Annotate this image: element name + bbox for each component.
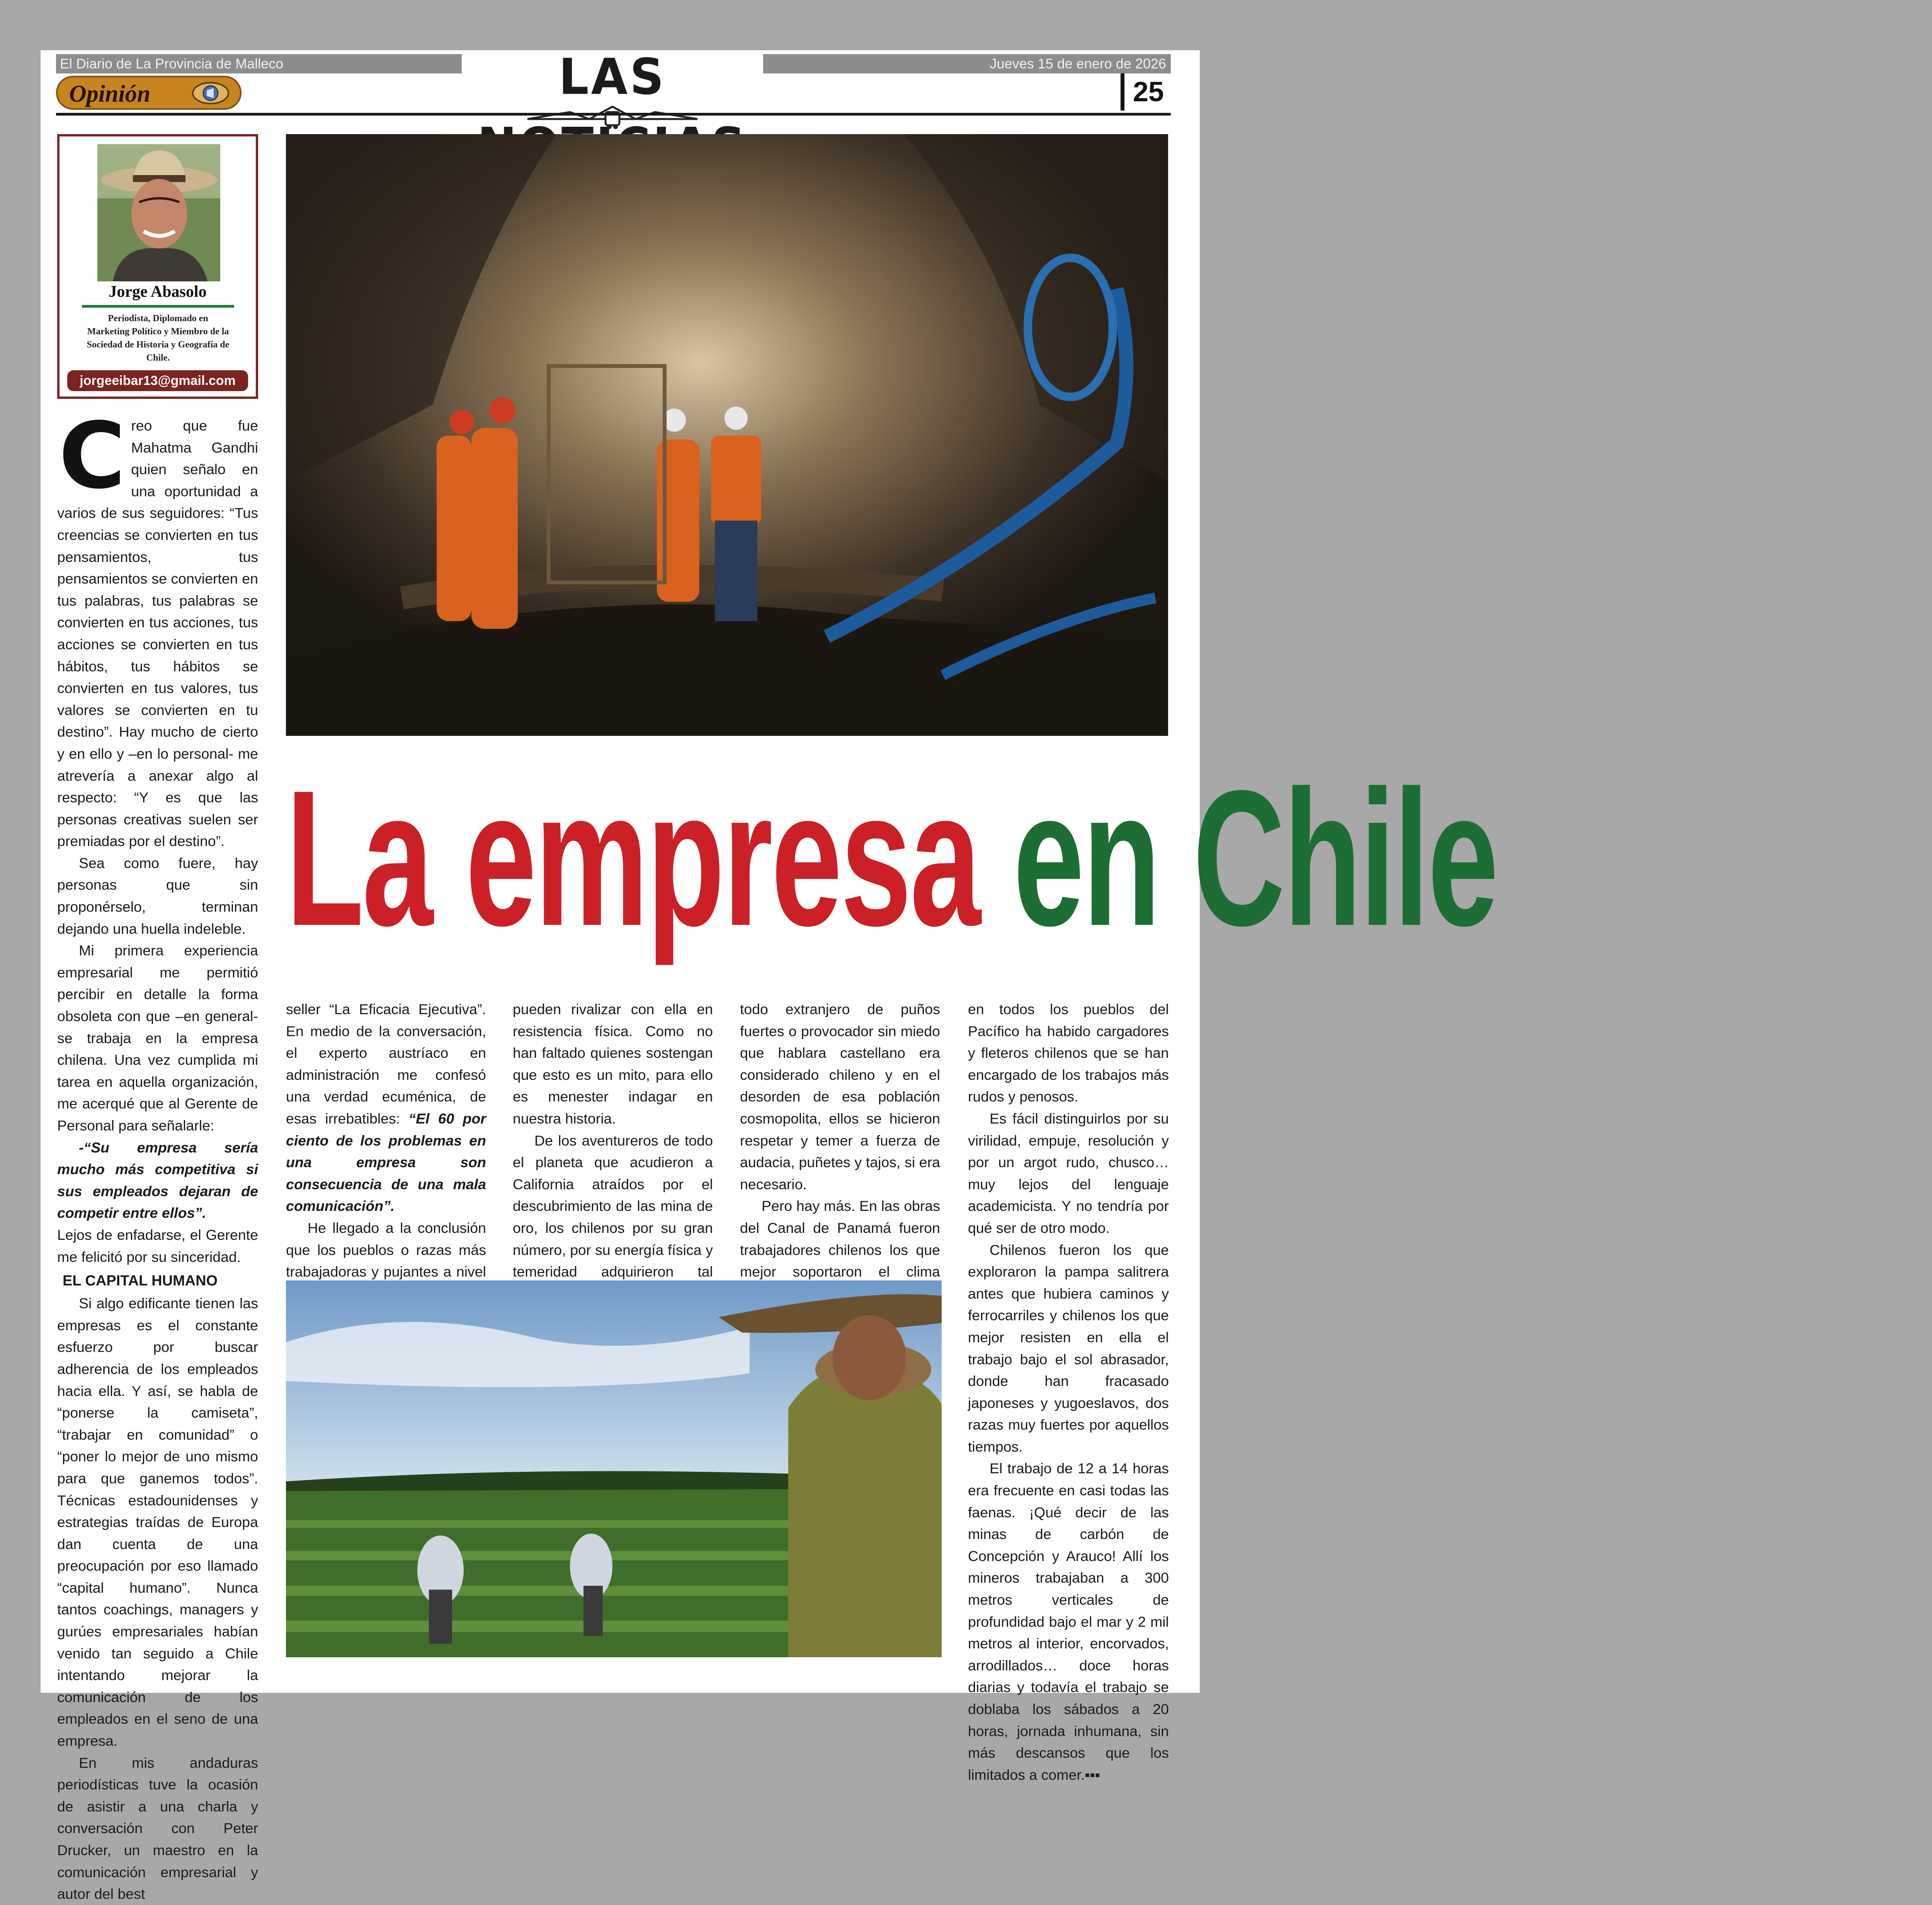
article-column-2 bbox=[286, 998, 486, 1326]
paragraph: reo que fue Mahatma Gandhi quien señalo en una oportunidad a varios de sus seguidores: “Tus creencias se convierten en tus pensamientos, tus pensamientos se convierten en tus palabras, tus palabras se convierten en tus acciones, tus acciones se convierten en tus hábitos, tus hábitos se convierten en tus valores, tus valores se convierten en tu destino”. Hay mucho de cierto y en ello y –en lo personal- me atrevería a anexar algo al respecto: “Y es que las personas creativas suelen ser premiadas por el destino”. bbox=[57, 417, 258, 850]
paragraph: Sea como fuere, hay personas que sin proponérselo, terminan dejando una huella indeleble. bbox=[57, 855, 258, 937]
paragraph: De los aventureros de todo el planeta que acudieron a California atraídos por el descubrimiento de las mina de oro, los chilenos por su gran número, por su energía física y temeridad adquirieron tal bbox=[513, 1132, 713, 1280]
article-column-1 bbox=[57, 403, 258, 1905]
header-rule bbox=[56, 113, 1171, 116]
newspaper-subtitle: El Diario de La Provincia de Malleco bbox=[60, 56, 284, 72]
headline-part-green: en Chile bbox=[1013, 750, 1497, 966]
paragraph: Es fácil distinguirlos por su virilidad, empuje, resolución y por un argot rudo, chusco… muy lejos del lenguaje academicista. Y no tendría por qué ser de otro modo. bbox=[968, 1110, 1169, 1236]
paragraph: Mi primera experiencia empresarial me permitió percibir en detalle la forma obsoleta con que –en general- se trabaja en la empresa chilena. Una vez cumplida mi tarea en aquella organización, me acerqué que al Gerente de Personal para señalarle: bbox=[57, 942, 258, 1134]
issue-date: Jueves 15 de enero de 2026 bbox=[990, 56, 1166, 72]
mine-photo bbox=[286, 134, 1168, 736]
headline bbox=[286, 750, 1497, 966]
author-name: Jorge Abasolo bbox=[109, 283, 207, 301]
author-email[interactable]: jorgeeibar13@gmail.com bbox=[67, 370, 248, 391]
paragraph: seller “La Eficacia Ejecutiva”. En medio de la conversación, el experto austríaco en administración me confesó una verdad ecuménica, de esas irrebatibles: bbox=[286, 1001, 486, 1127]
paragraph: En mis andaduras periodísticas tuve la ocasión de asistir a una charla y conversación con Peter Drucker, un maestro en la comunicación empresarial y autor del best bbox=[57, 1754, 258, 1902]
subheading: EL CAPITAL HUMANO bbox=[63, 1273, 218, 1289]
author-box bbox=[57, 134, 258, 399]
author-divider bbox=[82, 305, 234, 308]
paragraph: Chilenos fueron los que exploraron la pampa salitrera antes que hubiera caminos y ferrocarriles y chilenos los que mejor resisten en ella el trabajo bajo el sol abrasador, donde han fracasado japoneses y yugoeslavos, dos razas muy fuertes por aquellos tiempos. bbox=[968, 1241, 1169, 1455]
author-bio: Periodista, Diplomado en Marketing Político y Miembro de la Sociedad de Historia y Geografía de Chile. bbox=[87, 313, 230, 363]
end-mark: ▪▪▪ bbox=[1085, 1766, 1100, 1783]
headline-part-red: La empresa en Chile bbox=[286, 750, 1497, 966]
paragraph: Pero hay más. En las obras del Canal de Panamá fueron trabajadores chilenos los que mejor soportaron el clima bbox=[740, 1198, 940, 1280]
header-left-bar bbox=[56, 54, 462, 73]
field-workers-photo bbox=[286, 1280, 942, 1657]
masthead-title: LAS bbox=[558, 48, 667, 106]
page-number: 25 bbox=[1121, 73, 1171, 111]
paragraph: He llegado a la conclusión que los pueblos o razas más trabajadoras y pujantes a nivel bbox=[286, 1219, 486, 1280]
pull-quote: -“Su empresa sería mucho más competitiva si sus empleados dejaran de competir entre ellos”. bbox=[57, 1139, 258, 1221]
paragraph: Lejos de enfadarse, el Gerente me felicitó por su sinceridad. bbox=[57, 1226, 258, 1265]
article-column-3 bbox=[513, 998, 713, 1326]
article-column-5 bbox=[968, 998, 1169, 1786]
pull-quote: “El 60 por ciento de los problemas en una empresa son consecuencia de una mala comunicación”. bbox=[286, 1110, 486, 1214]
paragraph: en todos los pueblos del Pacífico ha habido cargadores y fleteros chilenos que se han encargado de los trabajos más rudos y penosos. bbox=[968, 1001, 1169, 1105]
section-title: Opinión bbox=[69, 81, 151, 107]
paragraph: todo extranjero de puños fuertes o provocador sin miedo que hablara castellano era considerado chileno y en el desorden de esa población cosmopolita, ellos se hicieron respetar y temer a fuerza de audacia, puñetes y tajos, si era necesario. bbox=[740, 1001, 940, 1192]
header-right-bar bbox=[763, 54, 1171, 73]
drop-cap: C bbox=[59, 403, 126, 509]
paragraph: El trabajo de 12 a 14 horas era frecuente en casi todas las faenas. ¡Qué decir de las minas de carbón de Concepción y Arauco! Allí los mineros trabajaban a 300 metros verticales de profundidad bajo el mar y 2 mil metros al interior, encorvados, arrodillados… doce horas diarias y todavía el trabajo se doblaba los sábados a 20 horas, jornada inhumana, sin más descansos que los limitados a comer. bbox=[968, 1460, 1169, 1783]
train-icon bbox=[469, 104, 755, 131]
paragraph: Si algo edificante tienen las empresas es el constante esfuerzo por buscar adherencia de los empleados hacia ella. Y así, se habla de “ponerse la camiseta”, “trabajar en comunidad” o “poner lo mejor de uno mismo para que ganemos todos”. Técnicas estadounidenses y estrategias traídas de Europa dan cuenta de una preocupación por eso llamado “capital humano”. Nunca tantos coachings, managers y gurúes empresariales habían venido tan seguido a Chile intentando mejorar la comunicación de los empleados en el seno de una empresa. bbox=[57, 1295, 258, 1749]
megaphone-icon bbox=[191, 81, 230, 105]
author-photo bbox=[97, 144, 220, 281]
paragraph: pueden rivalizar con ella en resistencia física. Como no han faltado quienes sostengan que esto es un mito, para ello es menester indagar en nuestra historia. bbox=[513, 1001, 713, 1127]
section-label bbox=[56, 76, 242, 110]
